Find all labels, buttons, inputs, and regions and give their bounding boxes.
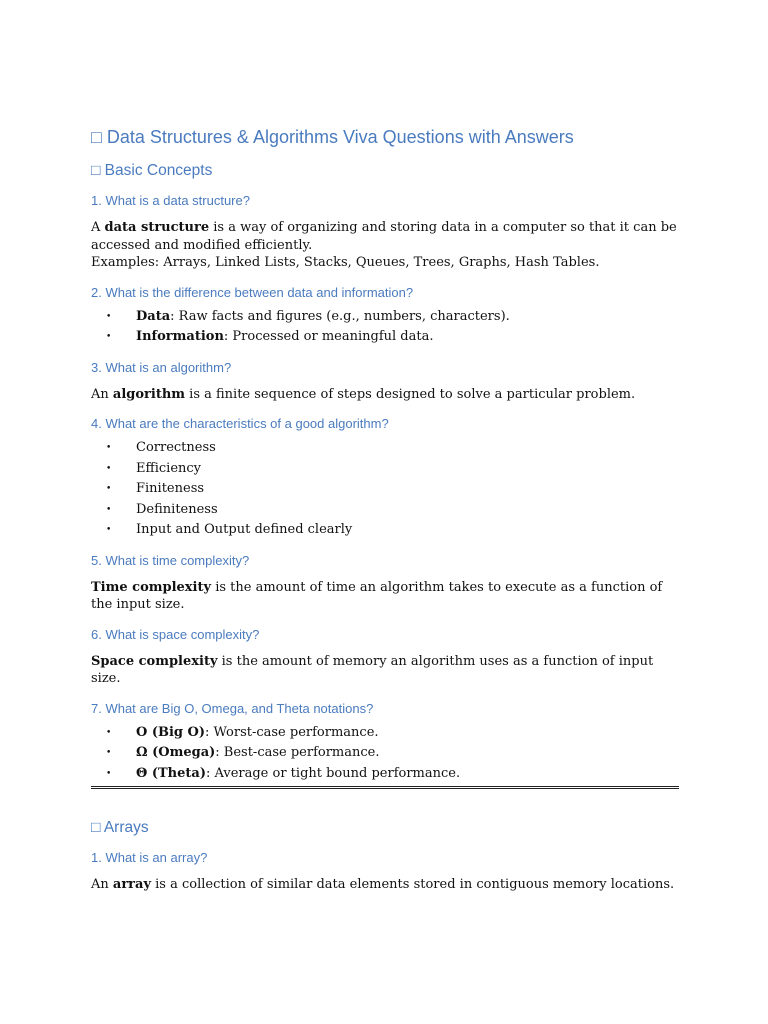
list-item [91, 500, 679, 521]
list-item [91, 459, 679, 480]
answer-text: is a finite sequence of steps designed to solve a particular problem. [185, 386, 636, 402]
bullet-icon: • [106, 463, 112, 474]
list-item [91, 743, 679, 764]
list-item-text: : Average or tight bound performance. [205, 765, 461, 781]
answer-examples: Examples: Arrays, Linked Lists, Stacks, Queues, Trees, Graphs, Hash Tables. [91, 255, 600, 270]
section-divider [91, 786, 679, 789]
answer-term: Time complexity [91, 579, 212, 595]
answer-text: is the amount of time an algorithm takes to execute as a function of the input size. [91, 579, 663, 612]
question-heading: 1. What is an array? [91, 850, 208, 865]
answer-term: array [112, 877, 152, 892]
list-item-text: : Worst-case performance. [205, 724, 379, 740]
bullet-icon: • [106, 332, 112, 342]
question-heading: 5. What is time complexity? [91, 552, 250, 568]
answer-paragraph [91, 386, 679, 404]
answer-text: An [91, 386, 113, 402]
answer-term: data structure [104, 220, 210, 235]
bullet-icon: • [106, 748, 112, 758]
answer-text: is a collection of similar data elements stored in contiguous memory locations. [151, 877, 675, 892]
bullet-icon: • [106, 525, 112, 535]
list-item [91, 479, 679, 500]
question-heading: 4. What are the characteristics of a good algorithm? [91, 416, 389, 431]
question-heading: 7. What are Big O, Omega, and Theta notations? [91, 700, 374, 716]
answer-paragraph [91, 219, 679, 272]
list-item-text: Efficiency [136, 460, 202, 476]
page-title: □ Data Structures & Algorithms Viva Questions with Answers [91, 127, 574, 147]
bullet-list [91, 307, 679, 348]
list-item [91, 327, 679, 348]
list-item-term: O (Big O) [136, 724, 206, 740]
answer-paragraph [91, 653, 679, 688]
bullet-list [91, 438, 679, 541]
list-item-text: : Processed or meaningful data. [223, 329, 434, 344]
list-item [91, 723, 679, 744]
section-heading-arrays: □ Arrays [91, 819, 149, 836]
answer-text: A [91, 220, 105, 235]
bullet-list [91, 723, 679, 785]
answer-text: An [91, 877, 113, 892]
list-item-text: Definiteness [136, 501, 218, 517]
document-content [91, 124, 679, 906]
bullet-icon: • [106, 504, 112, 515]
list-item-term: Information [136, 329, 224, 344]
question-heading: 3. What is an algorithm? [91, 359, 232, 375]
answer-term: algorithm [112, 386, 186, 402]
answer-text: is a way of organizing and storing data in a computer so that it can be accessed and modified efficiently. [91, 220, 677, 253]
question-heading: 2. What is the difference between data and information? [91, 284, 414, 300]
answer-paragraph [91, 579, 679, 614]
section-heading-basic: □ Basic Concepts [91, 162, 213, 179]
list-item-term: Θ (Theta) [136, 765, 206, 781]
question-heading: 1. What is a data structure? [91, 193, 250, 208]
list-item-text: Correctness [136, 440, 216, 455]
list-item [91, 764, 679, 785]
list-item-text: : Raw facts and figures (e.g., numbers, characters). [170, 308, 510, 324]
bullet-icon: • [106, 311, 112, 322]
list-item-text: : Best-case performance. [215, 745, 380, 760]
bullet-icon: • [106, 727, 112, 738]
bullet-icon: • [106, 443, 112, 453]
list-item [91, 438, 679, 459]
answer-term: Space complexity [91, 653, 218, 669]
list-item-text: Finiteness [136, 481, 205, 496]
list-item-text: Input and Output defined clearly [136, 522, 353, 537]
bullet-icon: • [106, 768, 112, 779]
list-item-term: Ω (Omega) [136, 745, 216, 760]
list-item [91, 307, 679, 328]
list-item [91, 520, 679, 541]
answer-paragraph [91, 876, 679, 894]
answer-text: is the amount of memory an algorithm uses as a function of input size. [91, 653, 654, 686]
question-heading: 6. What is space complexity? [91, 626, 260, 642]
bullet-icon: • [106, 484, 112, 494]
list-item-term: Data [136, 308, 171, 324]
